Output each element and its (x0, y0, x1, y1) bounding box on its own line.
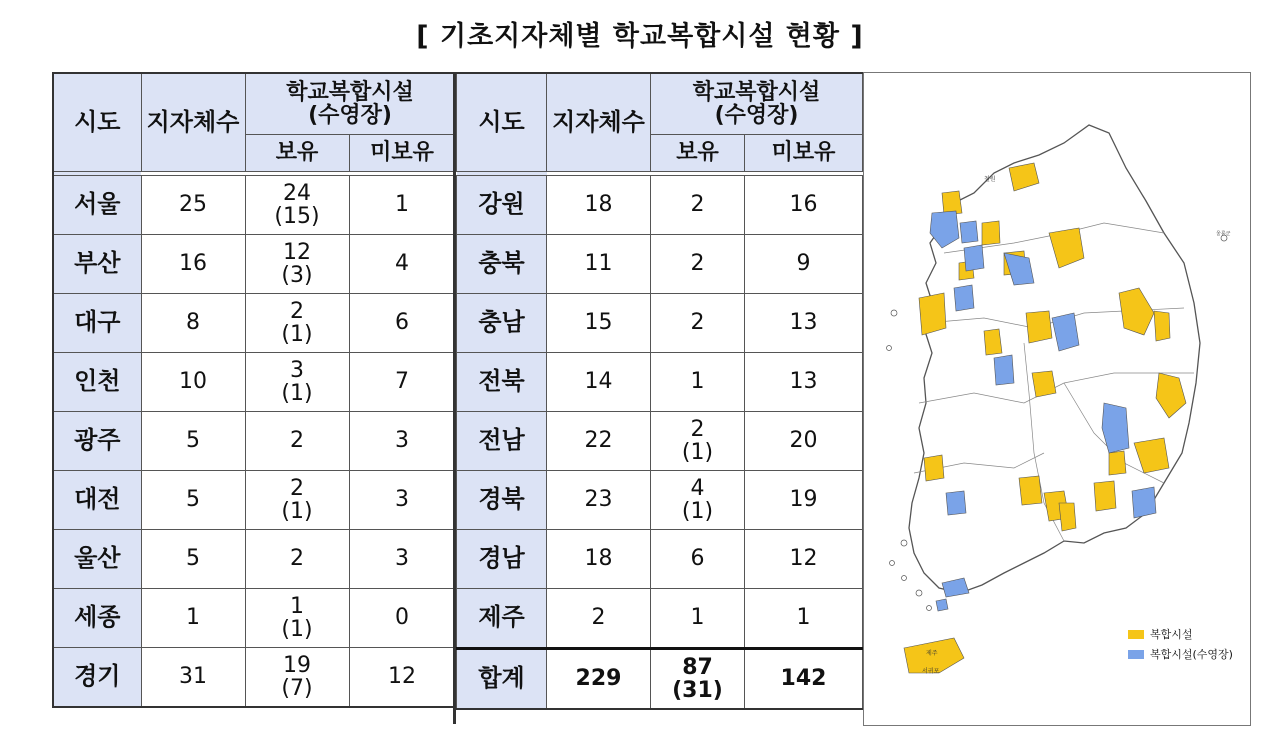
total-label: 합계 (457, 649, 547, 710)
count-cell: 5 (141, 412, 245, 471)
not-have-cell: 3 (349, 530, 455, 589)
count-cell: 16 (141, 235, 245, 294)
region-cell: 서울 (53, 176, 141, 235)
region-cell: 인천 (53, 353, 141, 412)
header-municipalities: 지자체수 (547, 73, 651, 172)
count-cell: 31 (141, 648, 245, 708)
table-row (53, 294, 455, 353)
not-have-cell: 13 (745, 353, 863, 412)
not-have-cell: 13 (745, 294, 863, 353)
region-cell: 경남 (457, 530, 547, 589)
header-have: 보유 (245, 135, 349, 172)
table-row (457, 589, 863, 649)
header-region: 시도 (53, 73, 141, 172)
table-row (457, 530, 863, 589)
total-have: 87 (31) (651, 649, 745, 710)
swatch-complex (1128, 630, 1144, 639)
right-status-table (456, 72, 863, 710)
left-status-table (52, 72, 456, 708)
not-have-cell: 12 (745, 530, 863, 589)
header-facility: 학교복합시설 (수영장) (245, 73, 455, 135)
not-have-cell: 9 (745, 235, 863, 294)
not-have-cell: 1 (745, 589, 863, 649)
count-cell: 5 (141, 471, 245, 530)
svg-text:철원: 철원 (984, 176, 996, 183)
page-title: [ 기초지자체별 학교복합시설 현황 ] (416, 21, 864, 52)
not-have-cell: 16 (745, 176, 863, 235)
have-cell: 2 (651, 294, 745, 353)
region-cell: 세종 (53, 589, 141, 648)
region-cell: 광주 (53, 412, 141, 471)
region-cell: 충북 (457, 235, 547, 294)
region-cell: 충남 (457, 294, 547, 353)
count-cell: 1 (141, 589, 245, 648)
count-cell: 8 (141, 294, 245, 353)
have-cell: 2 (245, 412, 349, 471)
table-row (457, 412, 863, 471)
have-cell: 6 (651, 530, 745, 589)
table-row (53, 176, 455, 235)
region-cell: 경기 (53, 648, 141, 708)
header-region: 시도 (457, 73, 547, 172)
region-cell: 대전 (53, 471, 141, 530)
region-cell: 전북 (457, 353, 547, 412)
have-cell: 2 (651, 235, 745, 294)
header-not-have: 미보유 (349, 135, 455, 172)
table-row (53, 648, 455, 708)
have-cell: 19 (7) (245, 648, 349, 708)
not-have-cell: 4 (349, 235, 455, 294)
count-cell: 5 (141, 530, 245, 589)
not-have-cell: 20 (745, 412, 863, 471)
legend-complex: 복합시설 (1128, 624, 1233, 644)
have-cell: 1 (651, 589, 745, 649)
total-row (457, 649, 863, 710)
have-cell: 3 (1) (245, 353, 349, 412)
region-cell: 대구 (53, 294, 141, 353)
table-row (53, 530, 455, 589)
have-cell: 2 (245, 530, 349, 589)
count-cell: 23 (547, 471, 651, 530)
table-row (53, 353, 455, 412)
table-row (53, 412, 455, 471)
have-cell: 24 (15) (245, 176, 349, 235)
not-have-cell: 6 (349, 294, 455, 353)
have-cell: 2 (1) (651, 412, 745, 471)
table-row (457, 353, 863, 412)
have-cell: 12 (3) (245, 235, 349, 294)
have-cell: 2 (1) (245, 294, 349, 353)
svg-text:서귀포: 서귀포 (922, 668, 940, 675)
count-cell: 18 (547, 176, 651, 235)
count-cell: 22 (547, 412, 651, 471)
table-row (53, 235, 455, 294)
count-cell: 14 (547, 353, 651, 412)
have-cell: 2 (651, 176, 745, 235)
svg-text:제주: 제주 (926, 650, 938, 657)
region-cell: 전남 (457, 412, 547, 471)
total-not-have: 142 (745, 649, 863, 710)
count-cell: 18 (547, 530, 651, 589)
region-cell: 경북 (457, 471, 547, 530)
count-cell: 25 (141, 176, 245, 235)
not-have-cell: 12 (349, 648, 455, 708)
table-row (53, 589, 455, 648)
table-row (457, 471, 863, 530)
region-cell: 강원 (457, 176, 547, 235)
count-cell: 10 (141, 353, 245, 412)
region-cell: 부산 (53, 235, 141, 294)
not-have-cell: 1 (349, 176, 455, 235)
table-row (457, 294, 863, 353)
have-cell: 1 (651, 353, 745, 412)
table-row (457, 235, 863, 294)
header-not-have: 미보유 (745, 135, 863, 172)
total-count: 229 (547, 649, 651, 710)
count-cell: 2 (547, 589, 651, 649)
not-have-cell: 7 (349, 353, 455, 412)
legend-complex-pool: 복합시설(수영장) (1128, 644, 1233, 664)
have-cell: 2 (1) (245, 471, 349, 530)
table-row (53, 471, 455, 530)
table-row (457, 176, 863, 235)
header-have: 보유 (651, 135, 745, 172)
swatch-complex-pool (1128, 650, 1144, 659)
map-legend (1128, 624, 1233, 664)
region-cell: 울산 (53, 530, 141, 589)
not-have-cell: 3 (349, 471, 455, 530)
not-have-cell: 3 (349, 412, 455, 471)
count-cell: 11 (547, 235, 651, 294)
have-cell: 4 (1) (651, 471, 745, 530)
svg-text:울릉군: 울릉군 (1216, 231, 1231, 237)
header-municipalities: 지자체수 (141, 73, 245, 172)
have-cell: 1 (1) (245, 589, 349, 648)
count-cell: 15 (547, 294, 651, 353)
not-have-cell: 0 (349, 589, 455, 648)
not-have-cell: 19 (745, 471, 863, 530)
header-facility: 학교복합시설 (수영장) (651, 73, 863, 135)
region-cell: 제주 (457, 589, 547, 649)
